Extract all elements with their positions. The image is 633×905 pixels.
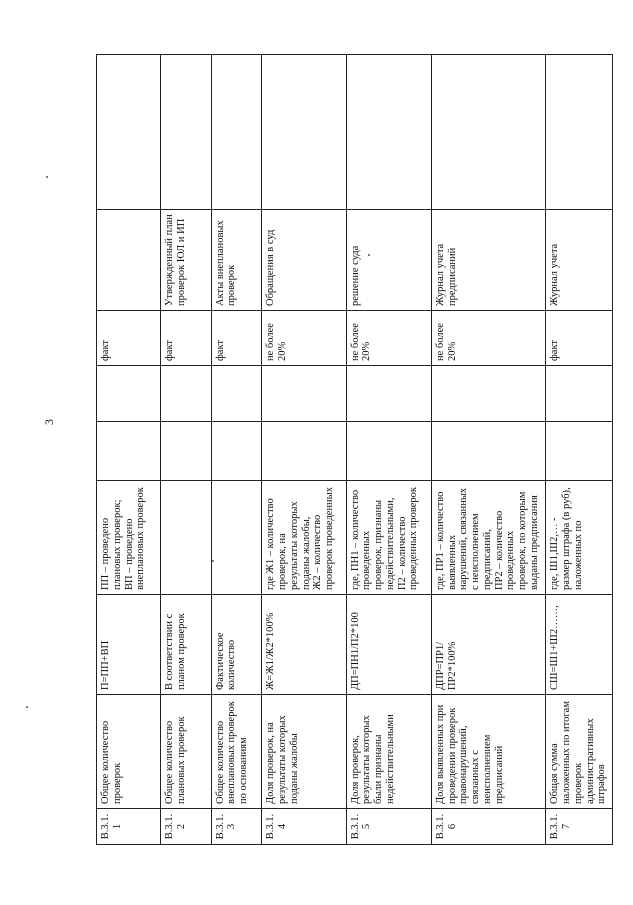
- empty-cell: [546, 422, 613, 481]
- table-row: [211, 55, 262, 845]
- empty-cell: [262, 55, 346, 210]
- table-row: [546, 55, 613, 845]
- indicator-code: В.3.1.1: [97, 809, 161, 845]
- table-row: [97, 55, 161, 845]
- formula-variables: [211, 481, 262, 595]
- indicator-code: В.3.1.5: [346, 809, 431, 845]
- table-row: [346, 55, 431, 845]
- target-value: не более 20%: [431, 311, 545, 366]
- scan-speck: [46, 176, 48, 178]
- empty-cell: [160, 55, 211, 210]
- empty-cell: [97, 366, 161, 422]
- empty-cell: [262, 422, 346, 481]
- empty-cell: [160, 366, 211, 422]
- indicator-code: В.3.1.6: [431, 809, 545, 845]
- data-source: Журнал учета предписаний: [431, 210, 545, 311]
- formula-variables: где, ПР1 – количество выявленных нарушений, связанных с неисполнением предписаний, ПР2 – количество проведенных проверок, по которым выданы предписания: [431, 481, 545, 595]
- target-value: факт: [546, 311, 613, 366]
- empty-cell: [97, 422, 161, 481]
- formula-variables: [160, 481, 211, 595]
- scan-speck: [26, 706, 28, 708]
- page-number: 3: [42, 419, 56, 425]
- formula-variables: ПП – проведено плановых проверок; ВП – проведено внеплановых проверок: [97, 481, 161, 595]
- calculation-formula: ДПР=ПР1/ПР2*100%: [431, 595, 545, 695]
- target-value: не более 20%: [346, 311, 431, 366]
- target-value: факт: [211, 311, 262, 366]
- empty-cell: [160, 422, 211, 481]
- indicator-name: Доля выявленных при проведении проверок правонарушений, связанных с неисполнением предписаний: [431, 695, 545, 809]
- empty-cell: [346, 55, 431, 210]
- target-value: факт: [97, 311, 161, 366]
- empty-cell: [262, 366, 346, 422]
- indicator-code: В.3.1.4: [262, 809, 346, 845]
- empty-cell: [97, 55, 161, 210]
- empty-cell: [346, 422, 431, 481]
- empty-cell: [431, 366, 545, 422]
- formula-variables: где, ПН1 – количество проведенных проверок, признаны недействительными, П2 – количество проведенных проверок: [346, 481, 431, 595]
- calculation-formula: ДП=ПН1/П2*100: [346, 595, 431, 695]
- data-source: [97, 210, 161, 311]
- empty-cell: [211, 55, 262, 210]
- target-value: не более 20%: [262, 311, 346, 366]
- rotated-page-content: [96, 55, 613, 845]
- indicator-code: В.3.1.3: [211, 809, 262, 845]
- empty-cell: [346, 366, 431, 422]
- data-source: Утвержденный план проверок ЮЛ и ИП: [160, 210, 211, 311]
- empty-cell: [431, 55, 545, 210]
- indicator-name: Доля проверок, результаты которых были признаны недействительными: [346, 695, 431, 809]
- indicator-name: Доля проверок, на результаты которых поданы жалобы: [262, 695, 346, 809]
- calculation-formula: Фактическое количество: [211, 595, 262, 695]
- table-row: [160, 55, 211, 845]
- data-source: решение суда: [346, 210, 431, 311]
- indicator-name: Общая сумма наложенных по итогам проверок административных штрафов: [546, 695, 613, 809]
- formula-variables: где, Ш1,Ш2,… - размер штрафа (в руб), наложенных по: [546, 481, 613, 595]
- data-source: Обращения в суд: [262, 210, 346, 311]
- indicator-name: Общее количество плановых проверок: [160, 695, 211, 809]
- indicator-code: В.3.1.2: [160, 809, 211, 845]
- indicator-name: Общее количество внеплановых проверок по основаниям: [211, 695, 262, 809]
- target-value: факт: [160, 311, 211, 366]
- indicators-table: [96, 54, 613, 845]
- table-row: [431, 55, 545, 845]
- empty-cell: [546, 55, 613, 210]
- indicator-code: В.3.1.7: [546, 809, 613, 845]
- calculation-formula: В соответствии с планом проверок: [160, 595, 211, 695]
- calculation-formula: СШ=Ш1+Ш2……,: [546, 595, 613, 695]
- indicator-name: Общее количество проверок: [97, 695, 161, 809]
- empty-cell: [211, 422, 262, 481]
- calculation-formula: П=ПП+ВП: [97, 595, 161, 695]
- empty-cell: [546, 366, 613, 422]
- table-row: [262, 55, 346, 845]
- calculation-formula: Ж=Ж1/Ж2*100%: [262, 595, 346, 695]
- data-source: Журнал учета: [546, 210, 613, 311]
- data-source: Акты внеплановых проверок: [211, 210, 262, 311]
- empty-cell: [211, 366, 262, 422]
- formula-variables: где Ж1 – количество проверок, на результаты которых поданы жалобы, Ж2 – количество проверок проведенных: [262, 481, 346, 595]
- empty-cell: [431, 422, 545, 481]
